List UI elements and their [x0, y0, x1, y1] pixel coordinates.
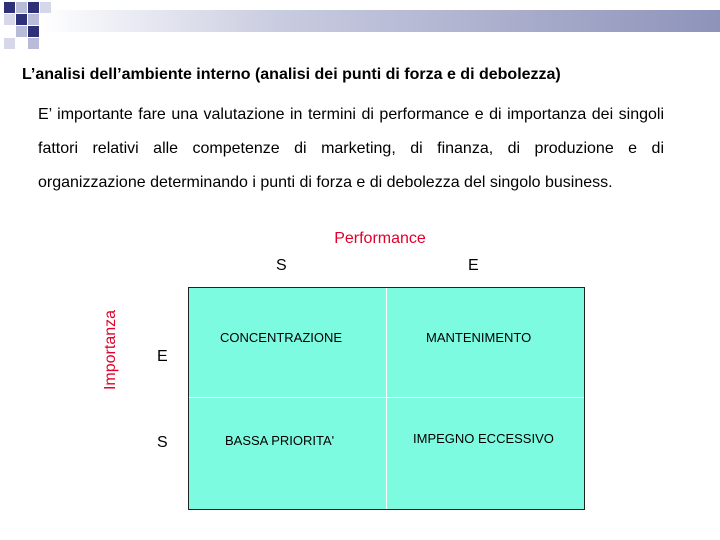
matrix-grid — [188, 287, 585, 510]
matrix-horizontal-divider — [189, 397, 584, 398]
decor-square — [28, 26, 39, 37]
decor-square — [4, 38, 15, 49]
decor-square — [16, 14, 27, 25]
cell-bottom-right: IMPEGNO ECCESSIVO — [413, 431, 554, 446]
decor-square — [16, 26, 27, 37]
column-header-s: S — [276, 257, 287, 274]
decor-square — [4, 14, 15, 25]
slide-title: L’analisi dell’ambiente interno (analisi dei punti di forza e di debolezza) — [22, 66, 561, 83]
column-header-e: E — [468, 257, 479, 274]
row-header-e: E — [157, 348, 168, 365]
decor-square — [16, 2, 27, 13]
matrix-vertical-divider — [386, 288, 387, 509]
column-axis-label: Performance — [334, 230, 426, 247]
body-paragraph: E’ importante fare una valutazione in termini di performance e di importanza dei singoli fattori relativi alle competenze di marketing, di finanza, di produzione e di organizzazione determinando i punti di forza e di debolezza del singolo business. — [38, 106, 664, 191]
row-header-s: S — [157, 434, 168, 451]
decor-square — [40, 2, 51, 13]
decor-square — [28, 2, 39, 13]
header-gradient-bar — [40, 10, 720, 32]
cell-top-right: MANTENIMENTO — [426, 330, 532, 345]
decor-square — [4, 2, 15, 13]
decor-square — [28, 38, 39, 49]
cell-top-left: CONCENTRAZIONE — [220, 330, 343, 345]
row-axis-label: Importanza — [102, 309, 119, 391]
decor-square — [28, 14, 39, 25]
cell-bottom-left: BASSA PRIORITA' — [225, 433, 335, 448]
